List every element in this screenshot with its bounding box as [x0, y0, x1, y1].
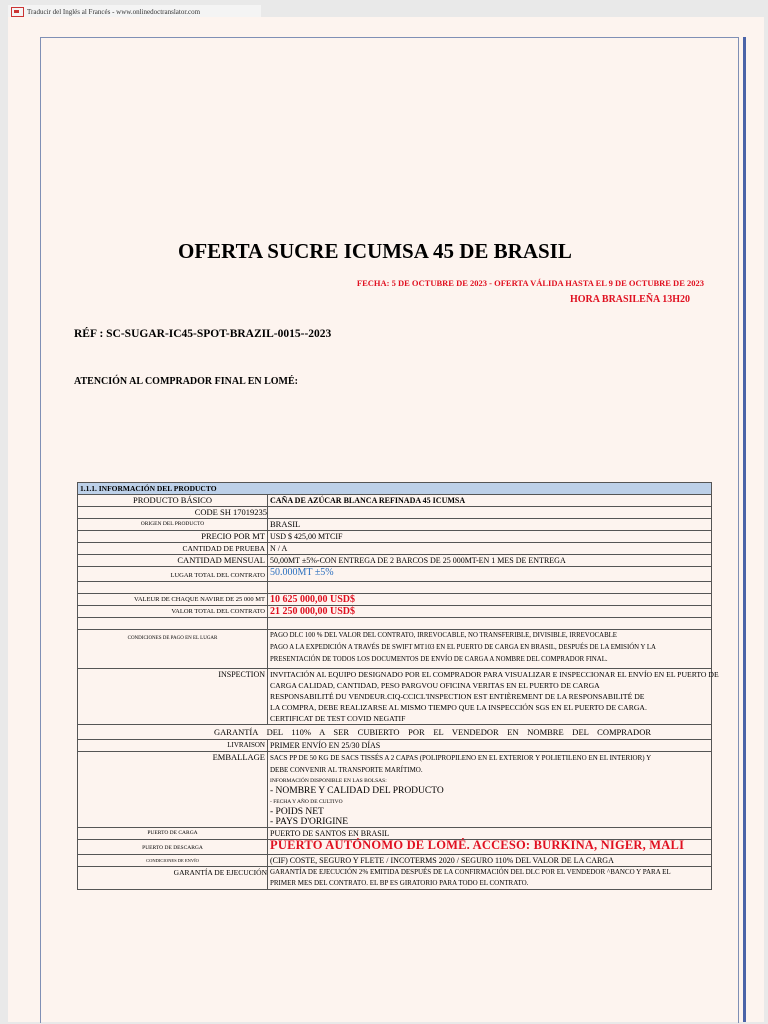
- total-value-label: VALOR TOTAL DEL CONTRATO: [78, 606, 268, 618]
- contract-place-label: LUGAR TOTAL DEL CONTRATO: [78, 567, 268, 582]
- offer-hour: HORA BRASILEÑA 13H20: [569, 294, 690, 305]
- attention-line: ATENCIÓN AL COMPRADOR FINAL EN LOMÉ:: [74, 376, 298, 387]
- discharge-port-value: PUERTO AUTÓNOMO DE LOMÉ. ACCESO: BURKINA, NIGER, MALI: [270, 838, 685, 852]
- monthly-label: CANTIDAD MENSUAL: [78, 555, 268, 567]
- warranty-text: GARANTÍA DEL 110% A SER CUBIERTO POR EL VENDEDOR EN NOMBRE DEL COMPRADOR: [78, 725, 712, 740]
- translate-icon: [11, 7, 24, 17]
- table-row: [78, 531, 712, 543]
- table-row: [78, 606, 712, 618]
- document-page: [8, 17, 764, 1022]
- product-value: CAÑA DE AZÚCAR BLANCA REFINADA 45 ICUMSA: [268, 495, 712, 507]
- table-row: [78, 543, 712, 555]
- table-row: [78, 495, 712, 507]
- inspection-label: INSPECTION: [78, 669, 268, 725]
- page-border-right: [743, 37, 746, 1022]
- table-row: [78, 507, 712, 519]
- price-label: PRECIO POR MT: [78, 531, 268, 543]
- payment-label: CONDICIONES DE PAGO EN EL LUGAR: [78, 630, 268, 669]
- trial-label: CANTIDAD DE PRUEBA: [78, 543, 268, 555]
- check-value: 10 625 000,00 USD$: [270, 594, 356, 605]
- table-row: [78, 630, 712, 669]
- table-row: [78, 752, 712, 828]
- offer-date: FECHA: 5 DE OCTUBRE DE 2023 - OFERTA VÁLIDA HASTA EL 9 DE OCTUBRE DE 2023: [356, 278, 704, 288]
- price-value: USD $ 425,00 MTCIF: [268, 531, 712, 543]
- execution-value: GARANTÍA DE EJECUCIÓN 2% EMITIDA DESPUÉS DE LA CONFIRMACIÓN DEL DLC POR EL VENDEDOR ^BANCO Y PARA EL PRIMER MES DEL CONTRATO. EL BP ES GIRATORIO PARA TODO EL CONTRATO.: [268, 867, 712, 890]
- document-title: OFERTA SUCRE ICUMSA 45 DE BRASIL: [178, 239, 572, 263]
- warranty-row: [78, 725, 712, 740]
- delivery-value: PRIMER ENVÍO EN 25/30 DÍAS: [268, 740, 712, 752]
- origin-value: BRASIL: [268, 519, 712, 531]
- reference-number: RÉF : SC-SUGAR-IC45-SPOT-BRAZIL-0015--2023: [74, 328, 332, 340]
- table-spacer: [78, 582, 712, 594]
- delivery-label: LIVRAISON: [78, 740, 268, 752]
- shipping-value: (CIF) COSTE, SEGURO Y FLETE / INCOTERMS 2020 / SEGURO 110% DEL VALOR DE LA CARGA: [268, 855, 712, 867]
- total-value: 21 250 000,00 USD$: [270, 606, 356, 617]
- origin-label: ORIGEN DEL PRODUCTO: [78, 519, 268, 531]
- check-value-label: VALEUR DE CHAQUE NAVIRE DE 25 000 MT: [78, 594, 268, 606]
- product-info-table: [77, 482, 719, 890]
- table-header: 1.1.1. INFORMACIÓN DEL PRODUCTO: [78, 483, 712, 495]
- table-row: [78, 855, 712, 867]
- table-header-row: [78, 483, 712, 495]
- packing-label: EMBALLAGE: [78, 752, 268, 828]
- table-row: [78, 519, 712, 531]
- shipping-label: CONDICIONES DE ENVÍO: [78, 855, 268, 867]
- contract-place-value: 50.000MT ±5%: [270, 567, 334, 578]
- table-row: [78, 555, 712, 567]
- table-row: [78, 669, 712, 725]
- table-spacer: [78, 618, 712, 630]
- table-row: [78, 740, 712, 752]
- payment-value: PAGO DLC 100 % DEL VALOR DEL CONTRATO, IRREVOCABLE, NO TRANSFERIBLE, DIVISIBLE, IRREVOCABLE PAGO A LA EXPEDICIÓN A TRAVÉS DE SWIFT MT103 EN EL PUERTO DE CARGA EN BRASIL, DESPUÉS DE LA EMISIÓN Y LA PRESENTACIÓN DE TODOS LOS DOCUMENTOS DE ENVÍO DE CARGA A NOMBRE DEL COMPRADOR FINAL.: [268, 630, 712, 669]
- translator-link[interactable]: Traducir del Inglés al Francés - www.onlinedoctranslator.com: [27, 7, 201, 16]
- product-label: PRODUCTO BÁSICO: [78, 495, 268, 507]
- table-row: [78, 840, 712, 855]
- discharge-port-label: PUERTO DE DESCARGA: [78, 840, 268, 855]
- execution-label: GARANTÍA DE EJECUCIÓN: [78, 867, 268, 890]
- code-sh: CODE SH 17019235: [78, 507, 268, 519]
- table-row: [78, 594, 712, 606]
- packing-value: SACS PP DE 50 KG DE SACS TISSÉS A 2 CAPAS (POLIPROPILENO EN EL EXTERIOR Y POLIETILENO EN EL INTERIOR) Y DEBE CONVENIR AL TRANSPORTE MARÍTIMO. INFORMACIÓN DISPONIBLE EN LAS BOLSAS: - NOMBRE Y CALIDAD DEL PRODUCTO - FECHA Y AÑO DE CULTIVO - POIDS NET - PAYS D'ORIGINE: [268, 752, 712, 828]
- monthly-value: 50,00MT ±5%-CON ENTREGA DE 2 BARCOS DE 25 000MT-EN 1 MES DE ENTREGA: [268, 555, 712, 567]
- loading-port-value: PUERTO DE SANTOS EN BRASIL: [268, 828, 712, 840]
- table-row: [78, 567, 712, 582]
- table-row: [78, 867, 712, 890]
- inspection-value: INVITACIÓN AL EQUIPO DESIGNADO POR EL COMPRADOR PARA VISUALIZAR E INSPECCIONAR EL ENVÍO EN EL PUERTO DE CARGA CALIDAD, CANTIDAD, PESO PARGVOU OFICINA VERITAS EN EL PUERTO DE CARGA RESPONSABILITÉ DU VENDEUR.CIQ-CCICL'INSPECTION EST ENTIÈREMENT DE LA RESPONSABILITÉ DE LA COMPRA, DEBE REALIZARSE AL MISMO TIEMPO QUE LA INSPECCIÓN SGS EN EL PUERTO DE CARGA. CERTIFICAT DE TEST COVID NEGATIF: [268, 669, 712, 725]
- loading-port-label: PUERTO DE CARGA: [78, 828, 268, 840]
- trial-value: N / A: [268, 543, 712, 555]
